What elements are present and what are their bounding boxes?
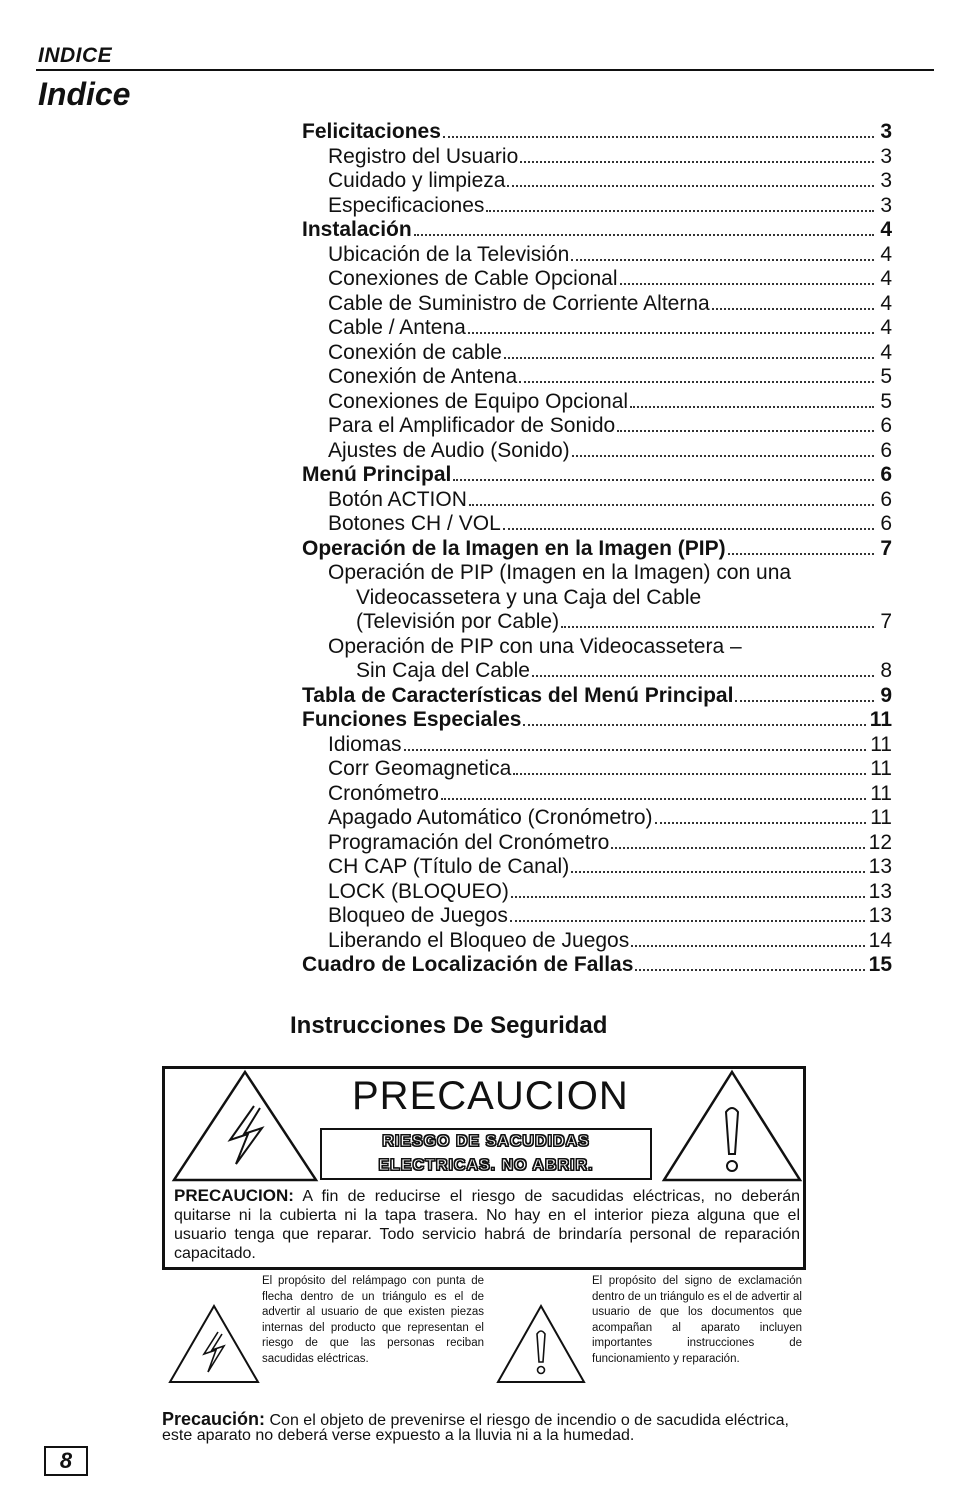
toc-entry xyxy=(302,145,892,170)
toc-entry-title: Operación de PIP con una Videocassetera – xyxy=(328,634,742,658)
toc-entry-page: 5 xyxy=(880,389,892,413)
toc-dot-leader xyxy=(572,455,874,457)
toc-entry-page: 12 xyxy=(868,830,892,854)
toc-dot-leader xyxy=(635,969,864,971)
toc-dot-leader xyxy=(404,749,867,751)
toc-dot-leader xyxy=(611,847,864,849)
toc-entry-title: Instalación xyxy=(302,218,412,241)
toc-entry-title: Ajustes de Audio (Sonido) xyxy=(328,438,570,462)
toc-entry-title: Apagado Automático (Cronómetro) xyxy=(328,806,653,829)
toc-dot-leader xyxy=(571,871,864,873)
safety-section-title: Instrucciones De Seguridad xyxy=(290,1012,608,1039)
toc-dot-leader xyxy=(617,430,874,432)
toc-dot-leader xyxy=(523,724,865,726)
toc-entry xyxy=(302,243,892,268)
toc-entry-page: 4 xyxy=(880,267,892,290)
toc-dot-leader xyxy=(655,822,867,824)
toc-dot-leader xyxy=(519,381,874,383)
toc-entry xyxy=(302,365,892,390)
toc-entry xyxy=(302,684,892,709)
toc-entry xyxy=(302,659,892,684)
toc-entry-page: 6 xyxy=(880,438,892,462)
header-rule xyxy=(36,69,934,71)
toc-dot-leader xyxy=(571,259,874,261)
toc-dot-leader xyxy=(620,283,874,285)
toc-entry-title: Operación de PIP (Imagen en la Imagen) con una xyxy=(328,561,792,584)
toc-entry-page: 3 xyxy=(880,144,892,168)
toc-entry-page: 6 xyxy=(880,463,892,486)
page-number: 8 xyxy=(44,1446,88,1476)
toc-dot-leader xyxy=(507,185,874,187)
toc-dot-leader xyxy=(441,798,866,800)
toc-entry-page: 6 xyxy=(880,414,892,437)
toc-dot-leader xyxy=(510,920,865,922)
toc-entry-title: Botón ACTION xyxy=(328,487,467,511)
toc-entry xyxy=(302,537,892,562)
caution-body: A fin de reducirse el riesgo de sacudidas eléctricas, no deberán quitarse ni la cubierta ni la tapa trasera. No hay en el interior pieza alguna que el usuario tenga que reparar. Todo servicio habrá de brindaría personal de reparación capacitado. xyxy=(174,1188,800,1262)
toc-entry xyxy=(302,194,892,219)
toc-entry-title: Menú Principal xyxy=(302,463,452,486)
toc-entry xyxy=(302,169,892,194)
toc-entry xyxy=(302,610,892,635)
toc-entry-title: (Televisión por Cable) xyxy=(356,610,560,633)
toc-entry-page: 3 xyxy=(880,193,892,217)
toc-entry-page: 4 xyxy=(880,340,892,364)
toc-dot-leader xyxy=(511,896,865,898)
toc-entry-page: 11 xyxy=(869,708,892,731)
toc-entry-page: 11 xyxy=(870,732,892,756)
toc-entry-title: Operación de la Imagen en la Imagen (PIP) xyxy=(302,536,726,560)
lightning-symbol-note: El propósito del relámpago con punta de flecha dentro de un triángulo es el de advertir al usuario de que existen piezas internas del producto que representan el riesgo de que las personas reciban sacudidas eléctricas. xyxy=(262,1275,484,1365)
toc-entry xyxy=(302,855,892,880)
toc-dot-leader xyxy=(468,332,874,334)
toc-dot-leader xyxy=(520,161,874,163)
toc-entry-page: 9 xyxy=(880,683,892,707)
exclamation-symbol-note: El propósito del signo de exclamación dentro de un triángulo es el de advertir al usuario de que los documentos que acompañan al aparato incluyen importantes instrucciones de funcionamiento y reparación. xyxy=(592,1275,802,1365)
toc-entry-page: 4 xyxy=(880,291,892,315)
footer-precaution xyxy=(162,1409,812,1444)
toc-entry-title: Funciones Especiales xyxy=(302,708,522,731)
toc-entry xyxy=(302,414,892,439)
toc-entry xyxy=(302,757,892,782)
toc-entry-page: 7 xyxy=(880,610,892,633)
table-of-contents xyxy=(302,120,892,978)
toc-entry-title: Liberando el Bloqueo de Juegos xyxy=(328,928,630,952)
toc-entry-title: Idiomas xyxy=(328,732,402,756)
toc-entry xyxy=(302,586,892,611)
toc-entry-page: 8 xyxy=(880,659,892,682)
toc-entry-title: Tabla de Características del Menú Principal xyxy=(302,683,734,707)
toc-entry xyxy=(302,782,892,807)
toc-entry-title: Conexiones de Equipo Opcional xyxy=(328,389,629,413)
section-header-label: INDICE xyxy=(38,44,113,67)
toc-entry xyxy=(302,267,892,292)
toc-entry-title: Conexiones de Cable Opcional xyxy=(328,267,618,290)
toc-entry-page: 4 xyxy=(880,242,892,266)
toc-dot-leader xyxy=(513,773,866,775)
toc-dot-leader xyxy=(561,626,874,628)
caution-label: PRECAUCION: xyxy=(174,1186,294,1205)
toc-dot-leader xyxy=(728,553,874,555)
toc-entry-page: 13 xyxy=(868,879,892,903)
toc-entry-title: LOCK (BLOQUEO) xyxy=(328,879,509,903)
toc-dot-leader xyxy=(532,675,874,677)
toc-entry-title: Cable de Suministro de Corriente Alterna xyxy=(328,291,710,315)
toc-entry-title: Cuadro de Localización de Fallas xyxy=(302,953,634,976)
toc-entry-page: 11 xyxy=(870,781,892,805)
toc-dot-leader xyxy=(414,234,874,236)
footer-precaution-label: Precaución: xyxy=(162,1409,266,1429)
toc-entry-title: Botones CH / VOL xyxy=(328,512,501,535)
toc-entry-title: Conexión de cable xyxy=(328,340,502,364)
toc-dot-leader xyxy=(469,504,874,506)
toc-entry-title: Para el Amplificador de Sonido xyxy=(328,414,616,437)
toc-entry xyxy=(302,708,892,733)
toc-entry-page: 3 xyxy=(880,169,892,192)
shock-warning-line-1: RIESGO DE SACUDIDAS xyxy=(382,1133,590,1150)
caution-text xyxy=(174,1186,800,1263)
toc-entry-title: Corr Geomagnetica xyxy=(328,757,512,780)
toc-entry-title: Cuidado y limpieza xyxy=(328,169,506,192)
toc-entry xyxy=(302,292,892,317)
toc-entry-title: Sin Caja del Cable xyxy=(356,659,530,682)
toc-entry xyxy=(302,904,892,929)
toc-dot-leader xyxy=(503,528,874,530)
caution-title: PRECAUCION xyxy=(352,1074,629,1118)
toc-entry xyxy=(302,439,892,464)
toc-dot-leader xyxy=(735,700,874,702)
toc-entry-page: 11 xyxy=(870,757,892,780)
toc-entry xyxy=(302,635,892,660)
lightning-symbol-icon xyxy=(166,1302,262,1386)
toc-entry-page: 13 xyxy=(868,904,892,927)
toc-entry-title: Videocassetera y una Caja del Cable xyxy=(356,585,702,609)
toc-entry xyxy=(302,341,892,366)
toc-entry-title: Registro del Usuario xyxy=(328,144,519,168)
toc-entry-title: CH CAP (Título de Canal) xyxy=(328,855,570,878)
footer-precaution-body: Con el objeto de prevenirse el riesgo de incendio o de sacudida eléctrica, este aparato no deberá verse expuesto a la lluvia ni a la humedad. xyxy=(162,1412,789,1444)
toc-entry xyxy=(302,733,892,758)
toc-entry-title: Felicitaciones xyxy=(302,120,441,143)
toc-entry xyxy=(302,463,892,488)
toc-dot-leader xyxy=(504,357,874,359)
page-title: Indice xyxy=(38,76,131,112)
toc-entry xyxy=(302,929,892,954)
toc-entry-title: Cronómetro xyxy=(328,781,439,805)
toc-entry xyxy=(302,218,892,243)
toc-entry-title: Conexión de Antena xyxy=(328,365,518,388)
toc-entry-page: 4 xyxy=(880,316,892,339)
toc-entry xyxy=(302,390,892,415)
toc-entry xyxy=(302,561,892,586)
toc-entry-title: Programación del Cronómetro xyxy=(328,830,610,854)
toc-entry xyxy=(302,120,892,145)
toc-entry-page: 13 xyxy=(868,855,892,878)
toc-entry-page: 14 xyxy=(868,928,892,952)
warning-exclamation-triangle-icon xyxy=(660,1068,804,1184)
toc-entry xyxy=(302,880,892,905)
toc-dot-leader xyxy=(486,210,874,212)
toc-entry-page: 7 xyxy=(880,536,892,560)
toc-entry xyxy=(302,953,892,978)
toc-entry-page: 6 xyxy=(880,487,892,511)
toc-dot-leader xyxy=(630,406,874,408)
toc-entry xyxy=(302,831,892,856)
toc-entry xyxy=(302,316,892,341)
toc-entry-page: 5 xyxy=(880,365,892,388)
toc-dot-leader xyxy=(443,136,874,138)
toc-entry xyxy=(302,488,892,513)
toc-entry xyxy=(302,512,892,537)
toc-entry-page: 4 xyxy=(880,218,892,241)
toc-entry-title: Especificaciones xyxy=(328,193,485,217)
toc-entry-page: 6 xyxy=(880,512,892,535)
toc-entry-page: 3 xyxy=(880,120,892,143)
toc-dot-leader xyxy=(631,945,864,947)
warning-lightning-triangle-icon xyxy=(170,1068,320,1184)
toc-dot-leader xyxy=(453,479,874,481)
toc-dot-leader xyxy=(712,308,874,310)
toc-entry-title: Cable / Antena xyxy=(328,316,466,339)
toc-entry-title: Ubicación de la Televisión xyxy=(328,242,570,266)
toc-entry-page: 15 xyxy=(868,953,892,976)
toc-entry-title: Bloqueo de Juegos xyxy=(328,904,508,927)
shock-warning-line-2: ELECTRICAS. NO ABRIR. xyxy=(378,1157,594,1174)
toc-entry xyxy=(302,806,892,831)
toc-entry-page: 11 xyxy=(870,806,892,829)
exclamation-symbol-icon xyxy=(494,1302,588,1386)
